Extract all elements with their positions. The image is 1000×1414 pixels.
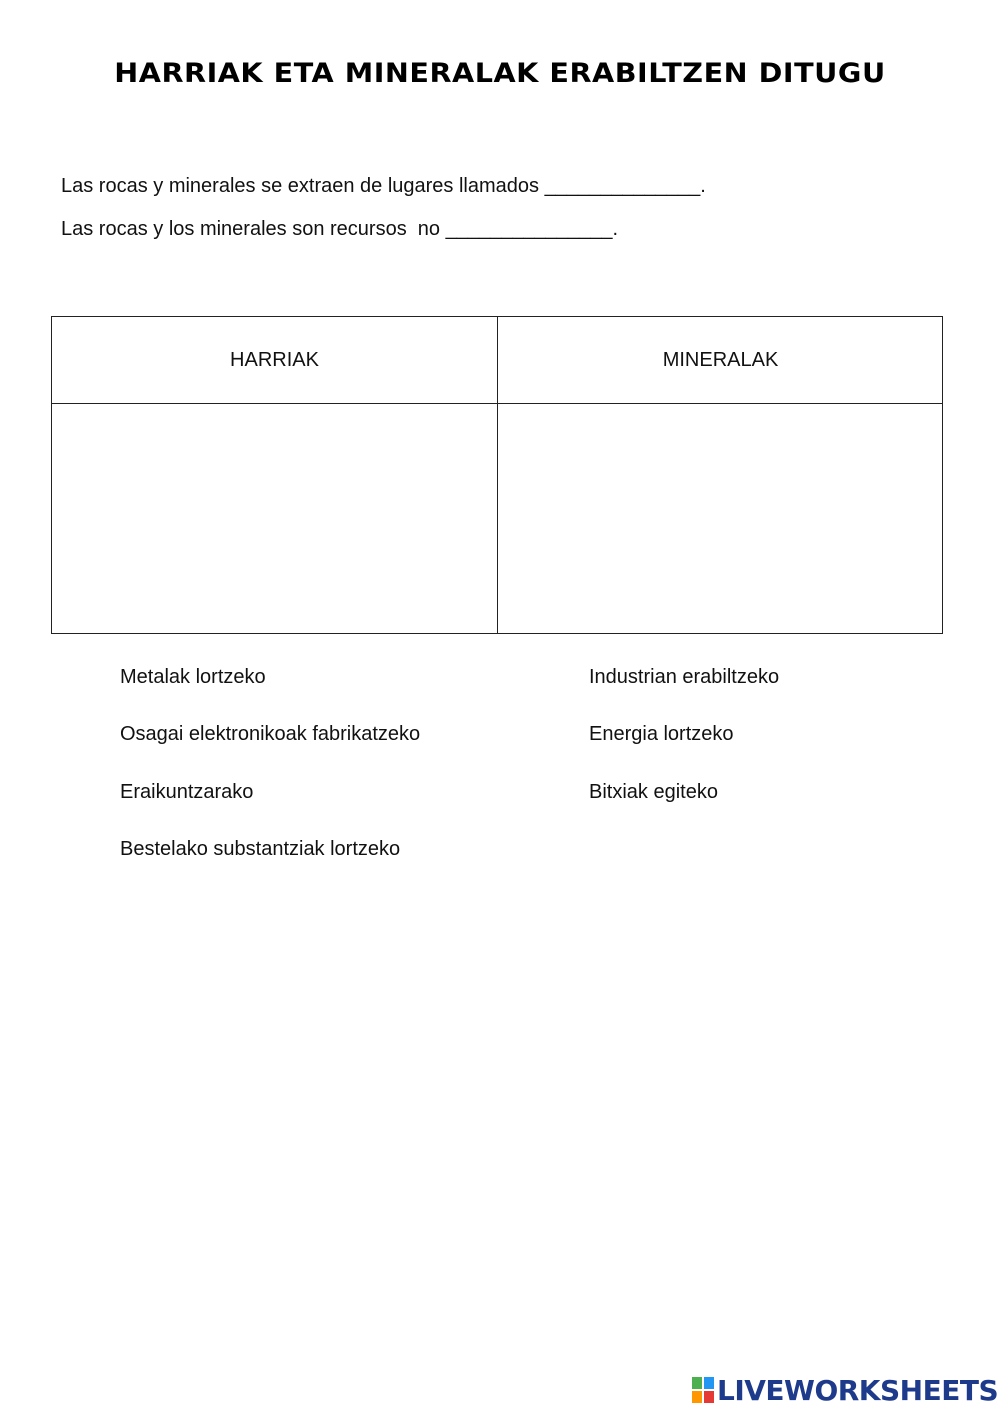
draggable-item[interactable]: Eraikuntzarako: [120, 781, 254, 803]
draggable-item[interactable]: Industrian erabiltzeko: [589, 666, 780, 688]
worksheet-title: HARRIAK ETA MINERALAK ERABILTZEN DITUGU: [114, 58, 886, 89]
draggable-item[interactable]: Bestelako substantziak lortzeko: [120, 838, 401, 860]
sentence-quarries-blank[interactable]: Las rocas y minerales se extraen de lugares llamados ______________.: [61, 175, 706, 197]
liveworksheets-logo-icon: [692, 1377, 714, 1403]
sentence-renewable-blank[interactable]: Las rocas y los minerales son recursos no _______________.: [61, 218, 619, 240]
draggable-item[interactable]: Energia lortzeko: [589, 723, 734, 745]
draggable-item[interactable]: Bitxiak egiteko: [589, 781, 718, 803]
draggable-item[interactable]: Metalak lortzeko: [120, 666, 266, 688]
column-header-harriak: HARRIAK: [230, 349, 319, 371]
classification-table: [51, 316, 943, 634]
logo-text: LIVEWORKSHEETS: [717, 1373, 999, 1407]
liveworksheets-logo: [692, 1372, 998, 1408]
drop-zone-harriak[interactable]: [52, 404, 496, 633]
draggable-item[interactable]: Osagai elektronikoak fabrikatzeko: [120, 723, 421, 745]
drop-zone-mineralak[interactable]: [498, 404, 942, 633]
column-header-mineralak: MINERALAK: [662, 349, 779, 371]
